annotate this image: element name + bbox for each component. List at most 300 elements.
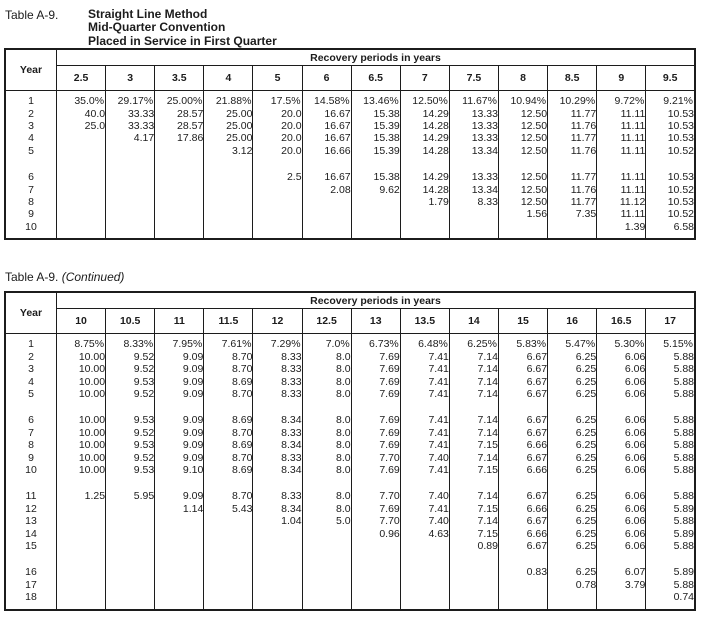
value-cell: 8.69 <box>204 414 253 426</box>
spacer-cell <box>597 400 646 414</box>
value-cell: 8.33 <box>253 376 302 388</box>
value-cell: 11.12 <box>597 196 646 208</box>
value-cell: 7.69 <box>351 439 400 451</box>
value-cell: 9.09 <box>155 427 204 439</box>
spacer-cell <box>302 233 351 239</box>
spacer-cell <box>449 476 498 490</box>
value-cell <box>302 221 351 233</box>
spacer-cell <box>400 476 449 490</box>
spacer-cell <box>106 604 155 610</box>
spacer-cell <box>646 400 695 414</box>
value-cell: 25.00% <box>155 95 204 107</box>
spacer-cell <box>351 604 400 610</box>
value-cell: 7.15 <box>449 503 498 515</box>
value-cell: 6.25 <box>548 351 597 363</box>
value-cell: 6.67 <box>498 351 547 363</box>
value-cell: 8.33 <box>253 452 302 464</box>
value-cell: 7.95% <box>155 338 204 350</box>
value-cell: 6.06 <box>597 452 646 464</box>
value-cell: 13.33 <box>449 108 498 120</box>
recovery-period-column-header: 6.5 <box>351 66 400 91</box>
spacer-cell <box>155 476 204 490</box>
value-cell: 6.67 <box>498 388 547 400</box>
value-cell: 16.67 <box>302 171 351 183</box>
value-cell: 7.14 <box>449 376 498 388</box>
value-cell: 11.67% <box>449 95 498 107</box>
value-cell: 6.06 <box>597 503 646 515</box>
table2-label: Table A-9. <box>5 270 59 285</box>
spacer-cell <box>646 604 695 610</box>
value-cell: 10.00 <box>57 351 106 363</box>
spacer-cell <box>204 552 253 566</box>
value-cell: 7.41 <box>400 464 449 476</box>
spacer-cell <box>5 476 57 490</box>
value-cell: 5.95 <box>106 490 155 502</box>
value-cell: 9.09 <box>155 376 204 388</box>
spacer-cell <box>597 552 646 566</box>
value-cell: 1.04 <box>253 515 302 527</box>
depreciation-table-first-quarter <box>4 48 696 240</box>
value-cell: 6.67 <box>498 452 547 464</box>
value-cell: 7.14 <box>449 388 498 400</box>
value-cell: 7.41 <box>400 351 449 363</box>
value-cell <box>57 132 106 144</box>
recovery-period-column-header: 12 <box>253 309 302 334</box>
value-cell: 7.61% <box>204 338 253 350</box>
value-cell: 6.06 <box>597 427 646 439</box>
value-cell: 7.14 <box>449 363 498 375</box>
value-cell: 5.88 <box>646 414 695 426</box>
value-cell <box>253 208 302 220</box>
recovery-period-column-header: 16 <box>548 309 597 334</box>
value-cell: 8.69 <box>204 376 253 388</box>
value-cell: 14.28 <box>400 120 449 132</box>
value-cell: 10.52 <box>646 145 695 157</box>
value-cell: 5.15% <box>646 338 695 350</box>
value-cell <box>548 221 597 233</box>
value-cell: 7.29% <box>253 338 302 350</box>
value-cell: 8.0 <box>302 376 351 388</box>
value-cell: 13.33 <box>449 171 498 183</box>
value-cell: 10.52 <box>646 184 695 196</box>
value-cell: 20.0 <box>253 108 302 120</box>
value-cell: 14.29 <box>400 108 449 120</box>
table-row <box>5 132 695 144</box>
value-cell: 8.0 <box>302 464 351 476</box>
spacer-cell <box>400 233 449 239</box>
value-cell: 8.33 <box>253 351 302 363</box>
spacer-cell <box>204 400 253 414</box>
spacer-cell <box>106 476 155 490</box>
value-cell <box>155 515 204 527</box>
depreciation-table-first-quarter-continued <box>4 291 696 610</box>
table1-label: Table A-9. <box>5 8 59 22</box>
spacer-cell <box>449 552 498 566</box>
value-cell: 6.25 <box>548 490 597 502</box>
recovery-period-column-header: 5 <box>253 66 302 91</box>
recovery-period-column-header: 3.5 <box>155 66 204 91</box>
spacer-cell <box>498 552 547 566</box>
value-cell: 9.53 <box>106 439 155 451</box>
value-cell: 7.14 <box>449 414 498 426</box>
value-cell: 3.79 <box>597 579 646 591</box>
value-cell: 9.21% <box>646 95 695 107</box>
spacer-cell <box>351 400 400 414</box>
value-cell <box>204 515 253 527</box>
spacer-cell <box>400 157 449 171</box>
year-cell: 18 <box>5 591 57 603</box>
value-cell <box>155 579 204 591</box>
spacer-cell <box>449 233 498 239</box>
value-cell: 8.70 <box>204 452 253 464</box>
value-cell <box>204 540 253 552</box>
value-cell: 7.70 <box>351 515 400 527</box>
spacer-cell <box>400 604 449 610</box>
recovery-period-column-header: 7.5 <box>449 66 498 91</box>
value-cell <box>57 221 106 233</box>
value-cell: 15.38 <box>351 171 400 183</box>
value-cell: 6.07 <box>597 566 646 578</box>
value-cell <box>597 591 646 603</box>
table-row <box>5 464 695 476</box>
spacer-cell <box>5 157 57 171</box>
value-cell: 9.52 <box>106 351 155 363</box>
year-cell: 4 <box>5 132 57 144</box>
value-cell: 5.83% <box>498 338 547 350</box>
value-cell: 9.52 <box>106 388 155 400</box>
value-cell: 6.67 <box>498 540 547 552</box>
value-cell: 6.67 <box>498 427 547 439</box>
value-cell: 10.53 <box>646 132 695 144</box>
value-cell <box>253 196 302 208</box>
spacer-row <box>5 400 695 414</box>
value-cell: 8.34 <box>253 464 302 476</box>
value-cell: 1.79 <box>400 196 449 208</box>
value-cell <box>155 540 204 552</box>
recovery-period-column-header: 12.5 <box>302 309 351 334</box>
value-cell <box>400 221 449 233</box>
value-cell <box>106 184 155 196</box>
value-cell: 9.53 <box>106 376 155 388</box>
value-cell: 6.25% <box>449 338 498 350</box>
value-cell: 10.00 <box>57 388 106 400</box>
value-cell: 40.0 <box>57 108 106 120</box>
value-cell: 10.53 <box>646 196 695 208</box>
value-cell: 6.25 <box>548 464 597 476</box>
value-cell: 6.66 <box>498 464 547 476</box>
year-cell: 16 <box>5 566 57 578</box>
value-cell <box>204 221 253 233</box>
value-cell: 13.33 <box>449 132 498 144</box>
table-row <box>5 95 695 107</box>
value-cell: 1.56 <box>498 208 547 220</box>
spacer-cell <box>548 552 597 566</box>
value-cell <box>155 208 204 220</box>
value-cell: 8.0 <box>302 388 351 400</box>
value-cell: 14.29 <box>400 132 449 144</box>
recovery-period-column-header: 16.5 <box>597 309 646 334</box>
value-cell: 6.48% <box>400 338 449 350</box>
year-cell: 12 <box>5 503 57 515</box>
value-cell: 6.06 <box>597 388 646 400</box>
year-cell: 11 <box>5 490 57 502</box>
value-cell: 5.88 <box>646 363 695 375</box>
value-cell: 6.25 <box>548 503 597 515</box>
value-cell: 9.52 <box>106 452 155 464</box>
value-cell: 10.29% <box>548 95 597 107</box>
year-cell: 2 <box>5 108 57 120</box>
spacer-cell <box>302 400 351 414</box>
value-cell: 5.0 <box>302 515 351 527</box>
value-cell: 6.25 <box>548 540 597 552</box>
table-row <box>5 528 695 540</box>
value-cell: 6.67 <box>498 363 547 375</box>
value-cell: 7.14 <box>449 452 498 464</box>
value-cell <box>57 196 106 208</box>
value-cell: 8.33% <box>106 338 155 350</box>
value-cell <box>106 579 155 591</box>
value-cell: 10.00 <box>57 414 106 426</box>
value-cell <box>106 171 155 183</box>
spacer-cell <box>597 233 646 239</box>
value-cell: 8.34 <box>253 503 302 515</box>
value-cell <box>57 566 106 578</box>
value-cell: 6.67 <box>498 490 547 502</box>
value-cell: 6.06 <box>597 540 646 552</box>
spacer-cell <box>597 476 646 490</box>
table-row <box>5 338 695 350</box>
value-cell: 9.09 <box>155 414 204 426</box>
spacer-cell <box>351 233 400 239</box>
value-cell: 12.50% <box>400 95 449 107</box>
value-cell: 7.15 <box>449 439 498 451</box>
value-cell: 7.14 <box>449 427 498 439</box>
value-cell: 5.88 <box>646 490 695 502</box>
value-cell: 8.0 <box>302 351 351 363</box>
value-cell: 6.06 <box>597 363 646 375</box>
value-cell: 12.50 <box>498 171 547 183</box>
value-cell: 15.39 <box>351 145 400 157</box>
recovery-period-column-header: 8 <box>498 66 547 91</box>
spacer-cell <box>57 400 106 414</box>
table-row <box>5 108 695 120</box>
year-cell: 8 <box>5 196 57 208</box>
value-cell: 5.30% <box>597 338 646 350</box>
value-cell <box>204 566 253 578</box>
value-cell <box>449 566 498 578</box>
value-cell: 9.09 <box>155 452 204 464</box>
value-cell <box>400 591 449 603</box>
value-cell: 8.0 <box>302 414 351 426</box>
year-cell: 7 <box>5 427 57 439</box>
value-cell: 6.06 <box>597 490 646 502</box>
recovery-period-column-header: 13 <box>351 309 400 334</box>
value-cell <box>302 579 351 591</box>
year-cell: 7 <box>5 184 57 196</box>
table-row <box>5 208 695 220</box>
value-cell: 13.34 <box>449 184 498 196</box>
value-cell: 11.11 <box>597 120 646 132</box>
value-cell: 8.75% <box>57 338 106 350</box>
value-cell <box>106 145 155 157</box>
value-cell <box>498 579 547 591</box>
value-cell: 10.00 <box>57 376 106 388</box>
spacer-cell <box>400 400 449 414</box>
recovery-periods-header: Recovery periods in years <box>57 49 696 66</box>
spacer-cell <box>597 157 646 171</box>
value-cell: 12.50 <box>498 132 547 144</box>
spacer-cell <box>548 157 597 171</box>
year-cell: 5 <box>5 145 57 157</box>
value-cell <box>155 184 204 196</box>
spacer-cell <box>351 157 400 171</box>
table-row <box>5 439 695 451</box>
recovery-period-column-header: 4 <box>204 66 253 91</box>
value-cell <box>57 208 106 220</box>
value-cell: 0.74 <box>646 591 695 603</box>
spacer-cell <box>351 476 400 490</box>
spacer-cell <box>204 157 253 171</box>
value-cell: 8.33 <box>253 363 302 375</box>
spacer-cell <box>548 233 597 239</box>
value-cell <box>106 196 155 208</box>
value-cell <box>106 503 155 515</box>
value-cell: 11.77 <box>548 132 597 144</box>
table-row <box>5 145 695 157</box>
spacer-cell <box>155 400 204 414</box>
table-row <box>5 427 695 439</box>
recovery-period-column-header: 7 <box>400 66 449 91</box>
value-cell: 11.76 <box>548 145 597 157</box>
value-cell: 11.11 <box>597 184 646 196</box>
value-cell: 11.11 <box>597 132 646 144</box>
value-cell <box>155 221 204 233</box>
value-cell: 7.41 <box>400 414 449 426</box>
value-cell: 12.50 <box>498 108 547 120</box>
table-row <box>5 221 695 233</box>
value-cell <box>204 171 253 183</box>
value-cell <box>57 184 106 196</box>
value-cell: 6.25 <box>548 363 597 375</box>
value-cell <box>57 540 106 552</box>
year-cell: 6 <box>5 414 57 426</box>
spacer-cell <box>646 476 695 490</box>
value-cell: 6.67 <box>498 376 547 388</box>
value-cell <box>106 515 155 527</box>
value-cell: 6.25 <box>548 427 597 439</box>
recovery-period-column-header: 9.5 <box>646 66 695 91</box>
spacer-cell <box>498 604 547 610</box>
value-cell: 7.41 <box>400 388 449 400</box>
value-cell: 5.89 <box>646 503 695 515</box>
value-cell: 10.00 <box>57 464 106 476</box>
value-cell: 12.50 <box>498 145 547 157</box>
table-row <box>5 503 695 515</box>
value-cell: 9.09 <box>155 388 204 400</box>
value-cell: 16.67 <box>302 120 351 132</box>
value-cell <box>155 196 204 208</box>
spacer-cell <box>106 233 155 239</box>
value-cell <box>302 566 351 578</box>
year-cell: 1 <box>5 95 57 107</box>
spacer-cell <box>449 400 498 414</box>
value-cell: 6.66 <box>498 528 547 540</box>
value-cell: 7.41 <box>400 427 449 439</box>
spacer-cell <box>106 552 155 566</box>
value-cell <box>204 579 253 591</box>
value-cell: 2.5 <box>253 171 302 183</box>
value-cell: 8.0 <box>302 439 351 451</box>
value-cell <box>57 591 106 603</box>
value-cell: 8.0 <box>302 503 351 515</box>
value-cell: 7.14 <box>449 515 498 527</box>
spacer-cell <box>253 552 302 566</box>
value-cell: 11.11 <box>597 145 646 157</box>
table-row <box>5 579 695 591</box>
value-cell: 6.06 <box>597 414 646 426</box>
value-cell: 7.15 <box>449 528 498 540</box>
value-cell: 8.70 <box>204 388 253 400</box>
value-cell: 7.40 <box>400 490 449 502</box>
spacer-cell <box>302 157 351 171</box>
value-cell: 11.76 <box>548 120 597 132</box>
value-cell: 8.0 <box>302 452 351 464</box>
spacer-cell <box>253 476 302 490</box>
value-cell: 6.06 <box>597 351 646 363</box>
spacer-cell <box>155 604 204 610</box>
table-row <box>5 388 695 400</box>
value-cell: 8.70 <box>204 427 253 439</box>
value-cell <box>155 528 204 540</box>
value-cell: 10.94% <box>498 95 547 107</box>
value-cell: 4.17 <box>106 132 155 144</box>
value-cell: 9.53 <box>106 464 155 476</box>
value-cell: 5.47% <box>548 338 597 350</box>
value-cell: 25.00 <box>204 108 253 120</box>
value-cell: 21.88% <box>204 95 253 107</box>
value-cell: 16.66 <box>302 145 351 157</box>
spacer-row <box>5 552 695 566</box>
table-row <box>5 196 695 208</box>
value-cell: 0.96 <box>351 528 400 540</box>
value-cell <box>106 528 155 540</box>
value-cell: 13.34 <box>449 145 498 157</box>
spacer-cell <box>302 604 351 610</box>
value-cell <box>351 591 400 603</box>
value-cell: 6.25 <box>548 566 597 578</box>
value-cell: 0.83 <box>498 566 547 578</box>
table-row <box>5 184 695 196</box>
value-cell: 1.25 <box>57 490 106 502</box>
value-cell: 6.67 <box>498 414 547 426</box>
value-cell: 5.88 <box>646 427 695 439</box>
spacer-cell <box>5 400 57 414</box>
value-cell <box>498 591 547 603</box>
value-cell: 6.25 <box>548 528 597 540</box>
year-cell: 4 <box>5 376 57 388</box>
value-cell <box>351 208 400 220</box>
spacer-cell <box>57 552 106 566</box>
spacer-cell <box>646 233 695 239</box>
value-cell: 6.06 <box>597 376 646 388</box>
value-cell: 8.34 <box>253 414 302 426</box>
value-cell <box>155 591 204 603</box>
value-cell: 7.69 <box>351 376 400 388</box>
spacer-cell <box>498 476 547 490</box>
value-cell: 7.15 <box>449 464 498 476</box>
value-cell: 12.50 <box>498 196 547 208</box>
year-cell: 6 <box>5 171 57 183</box>
